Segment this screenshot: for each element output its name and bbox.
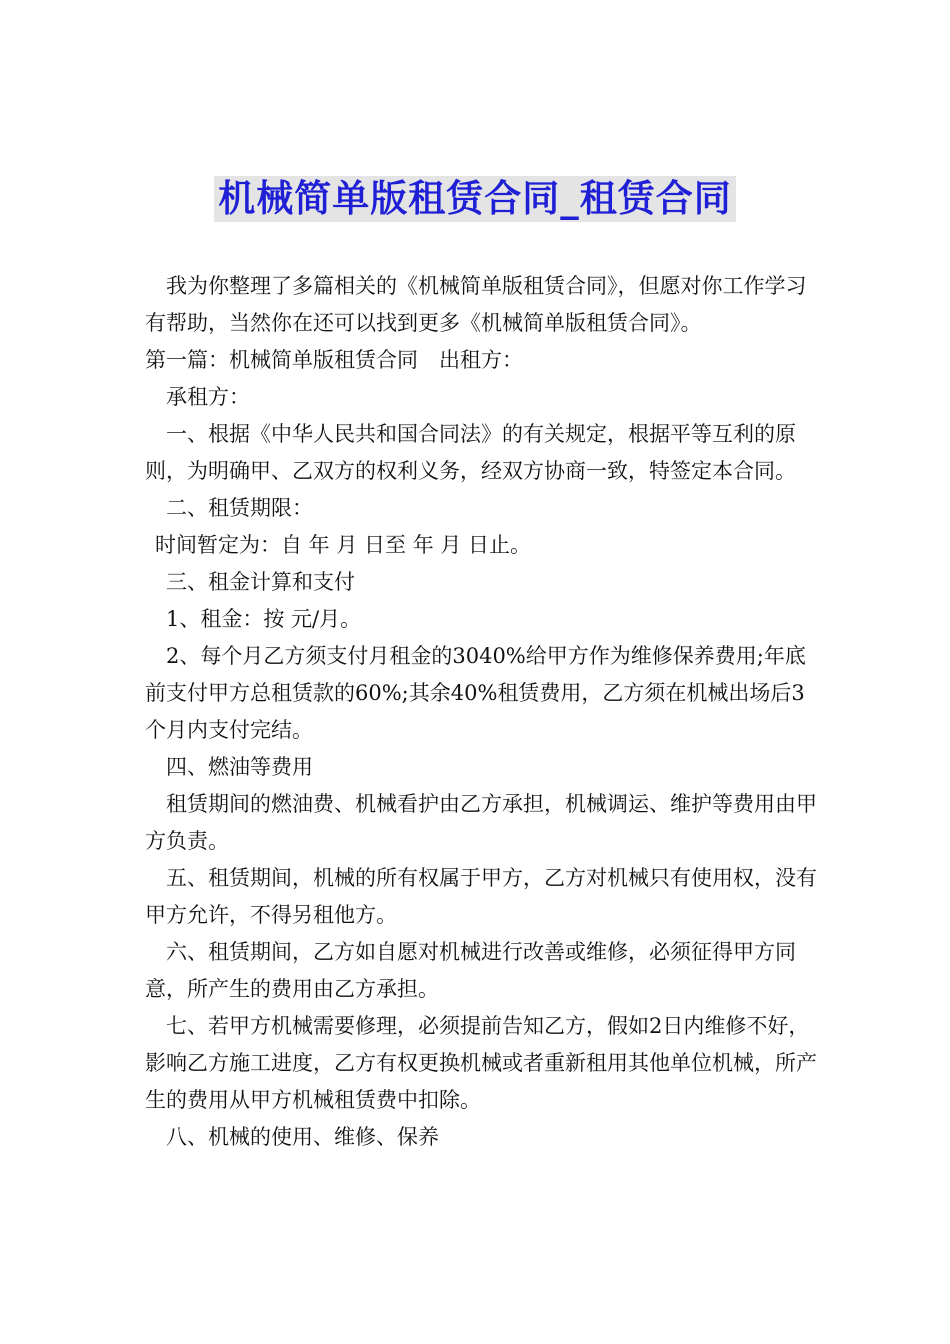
document-title: 机械简单版租赁合同_租赁合同 (214, 176, 736, 222)
clause-4-body: 租赁期间的燃油费、机械看护由乙方承担，机械调运、维护等费用由甲方负责。 (145, 792, 817, 853)
clause-2-heading: 二、租赁期限： (166, 496, 313, 520)
clause-3-rent: 1、租金：按 元/月。 (166, 607, 362, 631)
clause-8-heading: 八、机械的使用、维修、保养 (166, 1125, 439, 1149)
title-container (0, 176, 950, 222)
clause-7: 七、若甲方机械需要修理，必须提前告知乙方，假如2日内维修不好，影响乙方施工进度，乙方有权更换机械或者重新租用其他单位机械，所产生的费用从甲方机械租赁费中扣除。 (145, 1014, 817, 1112)
intro-paragraph: 我为你整理了多篇相关的《机械简单版租赁合同》，但愿对你工作学习有帮助，当然你在还可以找到更多《机械简单版租赁合同》。 (145, 274, 807, 335)
clause-5: 五、租赁期间，机械的所有权属于甲方，乙方对机械只有使用权，没有甲方允许，不得另租他方。 (145, 866, 817, 927)
clause-3-heading: 三、租金计算和支付 (166, 570, 355, 594)
clause-4-heading: 四、燃油等费用 (166, 755, 313, 779)
section-heading-first: 第一篇：机械简单版租赁合同 出租方： (145, 348, 523, 372)
clause-3-payment: 2、每个月乙方须支付月租金的3040%给甲方作为维修保养费用;年底前支付甲方总租赁款的60%;其余40%租赁费用，乙方须在机械出场后3个月内支付完结。 (145, 644, 806, 742)
document-body (145, 268, 825, 1156)
clause-2-term: 时间暂定为：自 年 月 日至 年 月 日止。 (155, 533, 532, 557)
clause-6: 六、租赁期间，乙方如自愿对机械进行改善或维修，必须征得甲方同意，所产生的费用由乙方承担。 (145, 940, 796, 1001)
lessee-line: 承租方： (166, 385, 250, 409)
clause-1: 一、根据《中华人民共和国合同法》的有关规定，根据平等互利的原则，为明确甲、乙双方的权利义务，经双方协商一致，特签定本合同。 (145, 422, 796, 483)
